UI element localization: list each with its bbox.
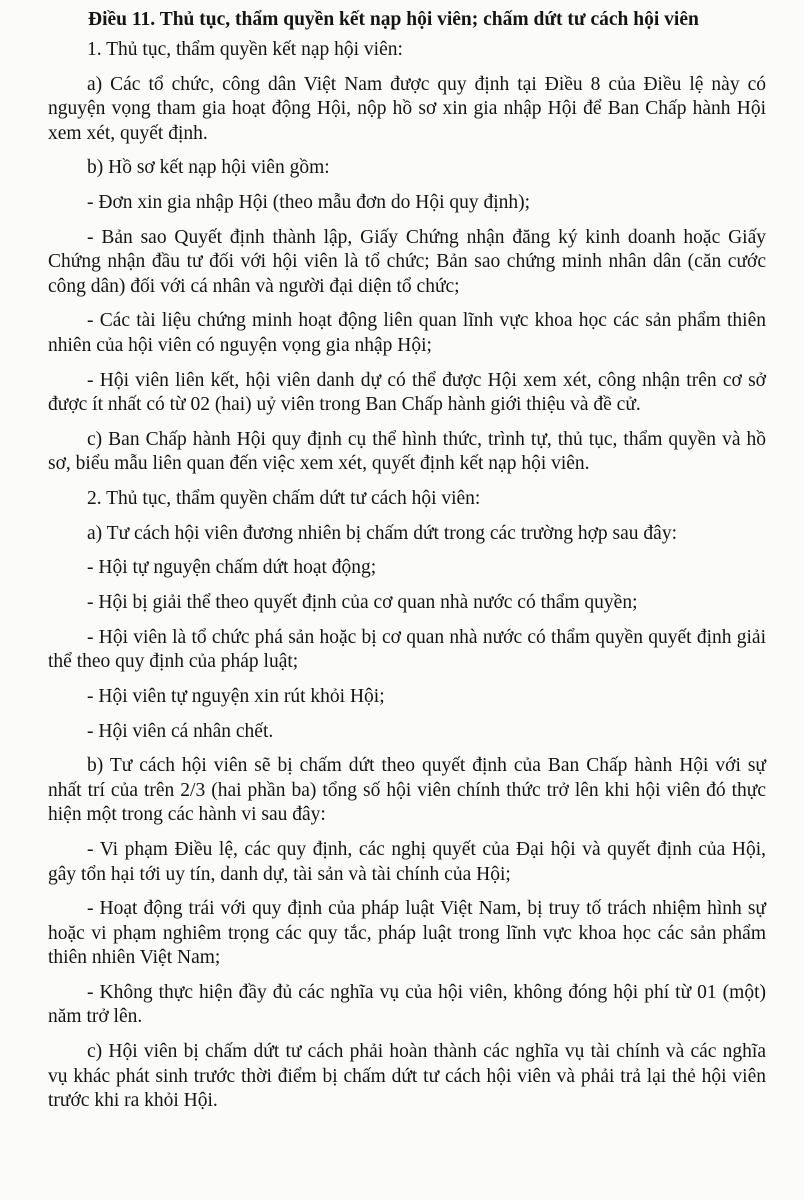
paragraph-1a: a) Các tổ chức, công dân Việt Nam được quy định tại Điều 8 của Điều lệ này có nguyện vọng tham gia hoạt động Hội, nộp hồ sơ xin gia nhập Hội để Ban Chấp hành Hội xem xét, quyết định. xyxy=(48,73,766,144)
list-item-application-form: - Đơn xin gia nhập Hội (theo mẫu đơn do Hội quy định); xyxy=(87,192,531,214)
section-2-title: 2. Thủ tục, thẩm quyền chấm dứt tư cách hội viên: xyxy=(87,488,481,509)
list-item-certificates: - Bản sao Quyết định thành lập, Giấy Chứng nhận đăng ký kinh doanh hoặc Giấy Chứng nhận đầu tư đối với hội viên là tổ chức; Bản sao chứng minh nhân dân (căn cước công dân) đối với cá nhân và người đại diện tổ chức; xyxy=(48,226,766,297)
paragraph-2c: c) Hội viên bị chấm dứt tư cách phải hoàn thành các nghĩa vụ tài chính và các nghĩa vụ khác phát sinh trước thời điểm bị chấm dứt tư cách hội viên và phải trả lại thẻ hội viên trước khi ra khỏi Hội. xyxy=(48,1041,766,1112)
list-item-withdrawal: - Hội viên tự nguyện xin rút khỏi Hội; xyxy=(87,685,385,707)
paragraph-2b: b) Tư cách hội viên sẽ bị chấm dứt theo quyết định của Ban Chấp hành Hội với sự nhất trí của trên 2/3 (hai phần ba) tổng số hội viên chính thức trở lên khi hội viên đó thực hiện một trong các hành vi sau đây: xyxy=(48,755,766,826)
article-heading: Điều 11. Thủ tục, thẩm quyền kết nạp hội viên; chấm dứt tư cách hội viên xyxy=(88,9,699,30)
list-item-honorary-members: - Hội viên liên kết, hội viên danh dự có thể được Hội xem xét, công nhận trên cơ sở được ít nhất có từ 02 (hai) uỷ viên trong Ban Chấp hành giới thiệu và đề cử. xyxy=(48,369,766,416)
list-item-charter-violation: - Vi phạm Điều lệ, các quy định, các nghị quyết của Đại hội và quyết định của Hội, gây tổn hại tới uy tín, danh dự, tài sản và tài chính của Hội; xyxy=(48,839,766,885)
list-item-activity-documents: - Các tài liệu chứng minh hoạt động liên quan lĩnh vực khoa học các sản phẩm thiên nhiên của hội viên có nguyện vọng gia nhập Hội; xyxy=(48,310,766,356)
list-item-law-violation: - Hoạt động trái với quy định của pháp luật Việt Nam, bị truy tố trách nhiệm hình sự hoặc vi phạm nghiêm trọng các quy tắc, pháp luật trong lĩnh vực khoa học các sản phẩm thiên nhiên Việt Nam; xyxy=(48,898,766,969)
paragraph-1c: c) Ban Chấp hành Hội quy định cụ thể hình thức, trình tự, thủ tục, thẩm quyền và hồ sơ, biểu mẫu liên quan đến việc xem xét, quyết định kết nạp hội viên. xyxy=(48,428,766,475)
list-item-voluntary-dissolution: - Hội tự nguyện chấm dứt hoạt động; xyxy=(87,557,377,579)
paragraph-1b: b) Hồ sơ kết nạp hội viên gồm: xyxy=(87,157,330,179)
section-1-title: 1. Thủ tục, thẩm quyền kết nạp hội viên: xyxy=(87,39,403,60)
list-item-unpaid-fees: - Không thực hiện đầy đủ các nghĩa vụ của hội viên, không đóng hội phí từ 01 (một) năm trở lên. xyxy=(48,981,766,1028)
list-item-bankruptcy: - Hội viên là tổ chức phá sản hoặc bị cơ quan nhà nước có thẩm quyền quyết định giải thể theo quy định của pháp luật; xyxy=(48,626,766,673)
list-item-state-dissolution: - Hội bị giải thể theo quyết định của cơ quan nhà nước có thẩm quyền; xyxy=(87,592,638,614)
paragraph-2a: a) Tư cách hội viên đương nhiên bị chấm dứt trong các trường hợp sau đây: xyxy=(87,522,677,544)
list-item-deceased: - Hội viên cá nhân chết. xyxy=(87,720,274,742)
